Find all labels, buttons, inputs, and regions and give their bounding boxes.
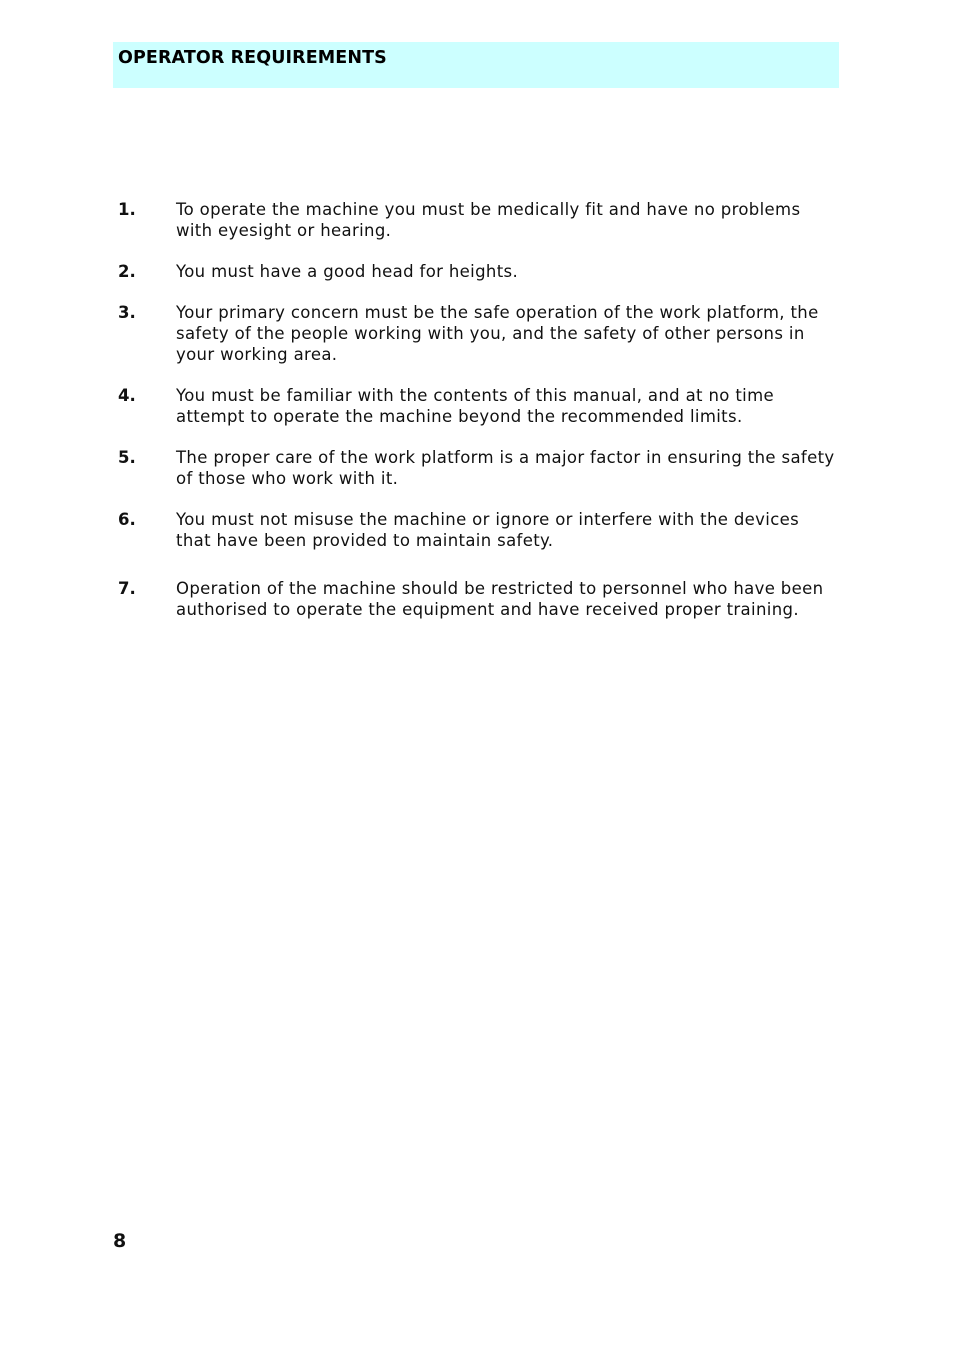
list-item-text: Your primary concern must be the safe operation of the work platform, the safety of the people working with you, and the safety of other persons in your working area. — [176, 303, 819, 364]
list-item-number: 1. — [118, 200, 136, 219]
list-item-number: 2. — [118, 262, 136, 281]
list-item — [118, 302, 839, 365]
section-header — [113, 42, 839, 88]
requirements-list — [118, 199, 839, 640]
list-item — [118, 578, 839, 620]
list-item — [118, 385, 839, 427]
list-item — [118, 199, 839, 241]
list-item-text: The proper care of the work platform is a major factor in ensuring the safety of those who work with it. — [176, 448, 835, 488]
list-item — [118, 447, 839, 489]
list-item-text: You must not misuse the machine or ignore or interfere with the devices that have been provided to maintain safety. — [176, 510, 800, 550]
list-item — [118, 261, 839, 282]
list-item — [118, 509, 839, 551]
list-item-number: 4. — [118, 386, 136, 405]
list-item-text: You must have a good head for heights. — [176, 262, 519, 281]
list-item-number: 5. — [118, 448, 136, 467]
list-item-number: 3. — [118, 303, 136, 322]
page-number: 8 — [113, 1230, 127, 1252]
list-item-number: 6. — [118, 510, 136, 529]
section-title: OPERATOR REQUIREMENTS — [118, 48, 387, 68]
list-item-number: 7. — [118, 579, 136, 598]
list-item-text: To operate the machine you must be medically fit and have no problems with eyesight or hearing. — [176, 200, 801, 240]
list-item-text: Operation of the machine should be restricted to personnel who have been authorised to operate the equipment and have received proper training. — [176, 579, 824, 619]
list-item-text: You must be familiar with the contents of this manual, and at no time attempt to operate the machine beyond the recommended limits. — [176, 386, 774, 426]
